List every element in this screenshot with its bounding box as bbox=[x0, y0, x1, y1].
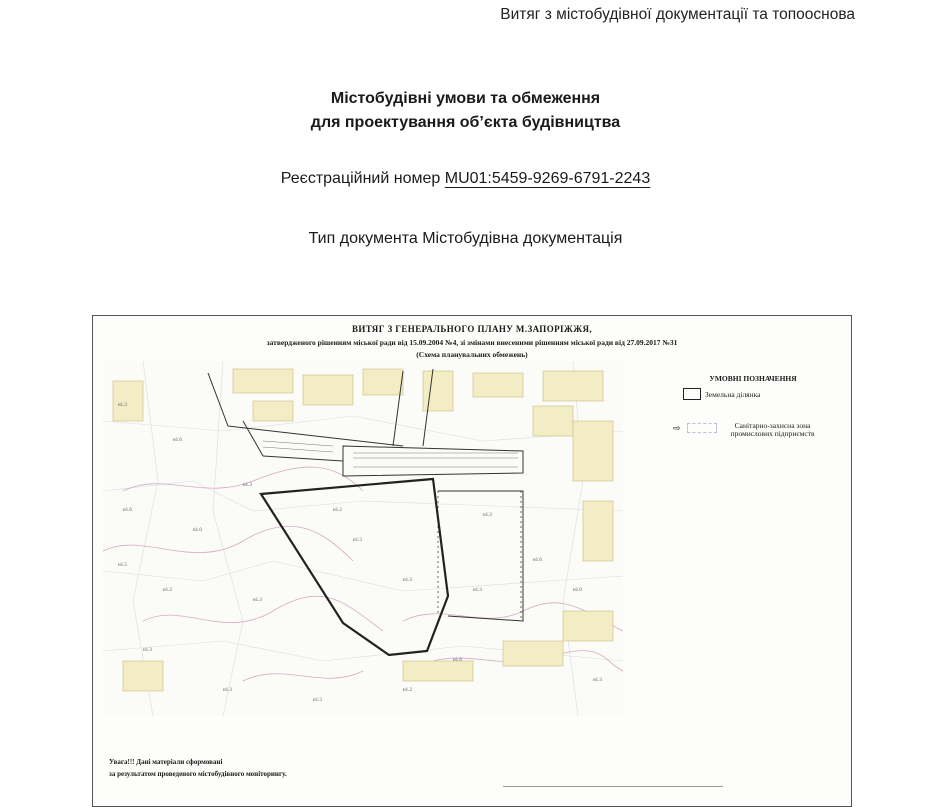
svg-text:н1.0: н1.0 bbox=[573, 588, 582, 593]
arrow-right-icon: ⇨ bbox=[673, 423, 681, 433]
legend-item-sanitary-zone-label: Санітарно-захисна зона промислових підприємств bbox=[730, 421, 815, 438]
scan-scheme-label: (Схема планувальних обмежень) bbox=[416, 350, 528, 359]
sanitary-zone-swatch-icon bbox=[687, 423, 717, 433]
svg-text:н1.3: н1.3 bbox=[143, 648, 152, 653]
svg-text:н1.3: н1.3 bbox=[313, 698, 322, 703]
legend-item-land-plot-label: Земельна ділянка bbox=[705, 389, 761, 399]
warning-note bbox=[109, 756, 287, 780]
svg-text:н1.2: н1.2 bbox=[163, 588, 172, 593]
legend-title: УМОВНІ ПОЗНАЧЕННЯ bbox=[709, 374, 797, 383]
document-type-value: Містобудівна документація bbox=[422, 230, 623, 247]
registration-row bbox=[0, 170, 931, 188]
svg-text:н1.3: н1.3 bbox=[253, 598, 262, 603]
document-type-label: Тип документа bbox=[308, 230, 418, 247]
svg-text:н1.3: н1.3 bbox=[593, 678, 602, 683]
land-plot-swatch-icon bbox=[683, 388, 701, 400]
legend-item-land-plot bbox=[683, 388, 761, 400]
svg-text:н1.6: н1.6 bbox=[123, 508, 132, 513]
document-title-line1: Містобудівні умови та обмеження bbox=[330, 90, 601, 107]
document-type-row bbox=[0, 230, 931, 248]
registration-number: MU01:5459-9269-6791-2243 bbox=[444, 170, 651, 187]
scan-heading: ВИТЯГ З ГЕНЕРАЛЬНОГО ПЛАНУ М.ЗАПОРІЖЖЯ, bbox=[351, 324, 593, 334]
document-header: Витяг з містобудівної документації та топооснова bbox=[500, 6, 855, 23]
svg-text:н1.3: н1.3 bbox=[353, 538, 362, 543]
svg-text:н1.3: н1.3 bbox=[223, 688, 232, 693]
svg-text:н1.5: н1.5 bbox=[118, 563, 127, 568]
svg-text:н1.3: н1.3 bbox=[483, 513, 492, 518]
scan-subheading: затвердженого рішенням міської ради від 15.09.2004 №4, зі змінами внесеними рішенням міської ради від 27.09.2017 №31 bbox=[266, 338, 678, 347]
svg-text:н1.6: н1.6 bbox=[173, 438, 182, 443]
warning-line2: за результатом проведеного містобудівного моніторингу. bbox=[109, 770, 287, 778]
legend-item-sanitary-zone bbox=[673, 422, 823, 438]
svg-text:н1.3: н1.3 bbox=[118, 403, 127, 408]
warning-line1: Увага!!! Дані матеріали сформовані bbox=[109, 758, 223, 766]
plan-map bbox=[103, 361, 623, 716]
svg-text:н1.2: н1.2 bbox=[403, 688, 412, 693]
document-title-line2: для проектування об’єкта будівництва bbox=[310, 114, 621, 131]
svg-text:н1.3: н1.3 bbox=[403, 578, 412, 583]
svg-text:н1.6: н1.6 bbox=[533, 558, 542, 563]
svg-text:н1.0: н1.0 bbox=[193, 528, 202, 533]
legend bbox=[673, 374, 843, 438]
general-plan-scan bbox=[92, 315, 852, 807]
registration-label: Реєстраційний номер bbox=[280, 170, 441, 187]
svg-text:н1.3: н1.3 bbox=[243, 483, 252, 488]
svg-text:н1.6: н1.6 bbox=[453, 658, 462, 663]
svg-text:н1.2: н1.2 bbox=[333, 508, 342, 513]
svg-text:н1.3: н1.3 bbox=[473, 588, 482, 593]
